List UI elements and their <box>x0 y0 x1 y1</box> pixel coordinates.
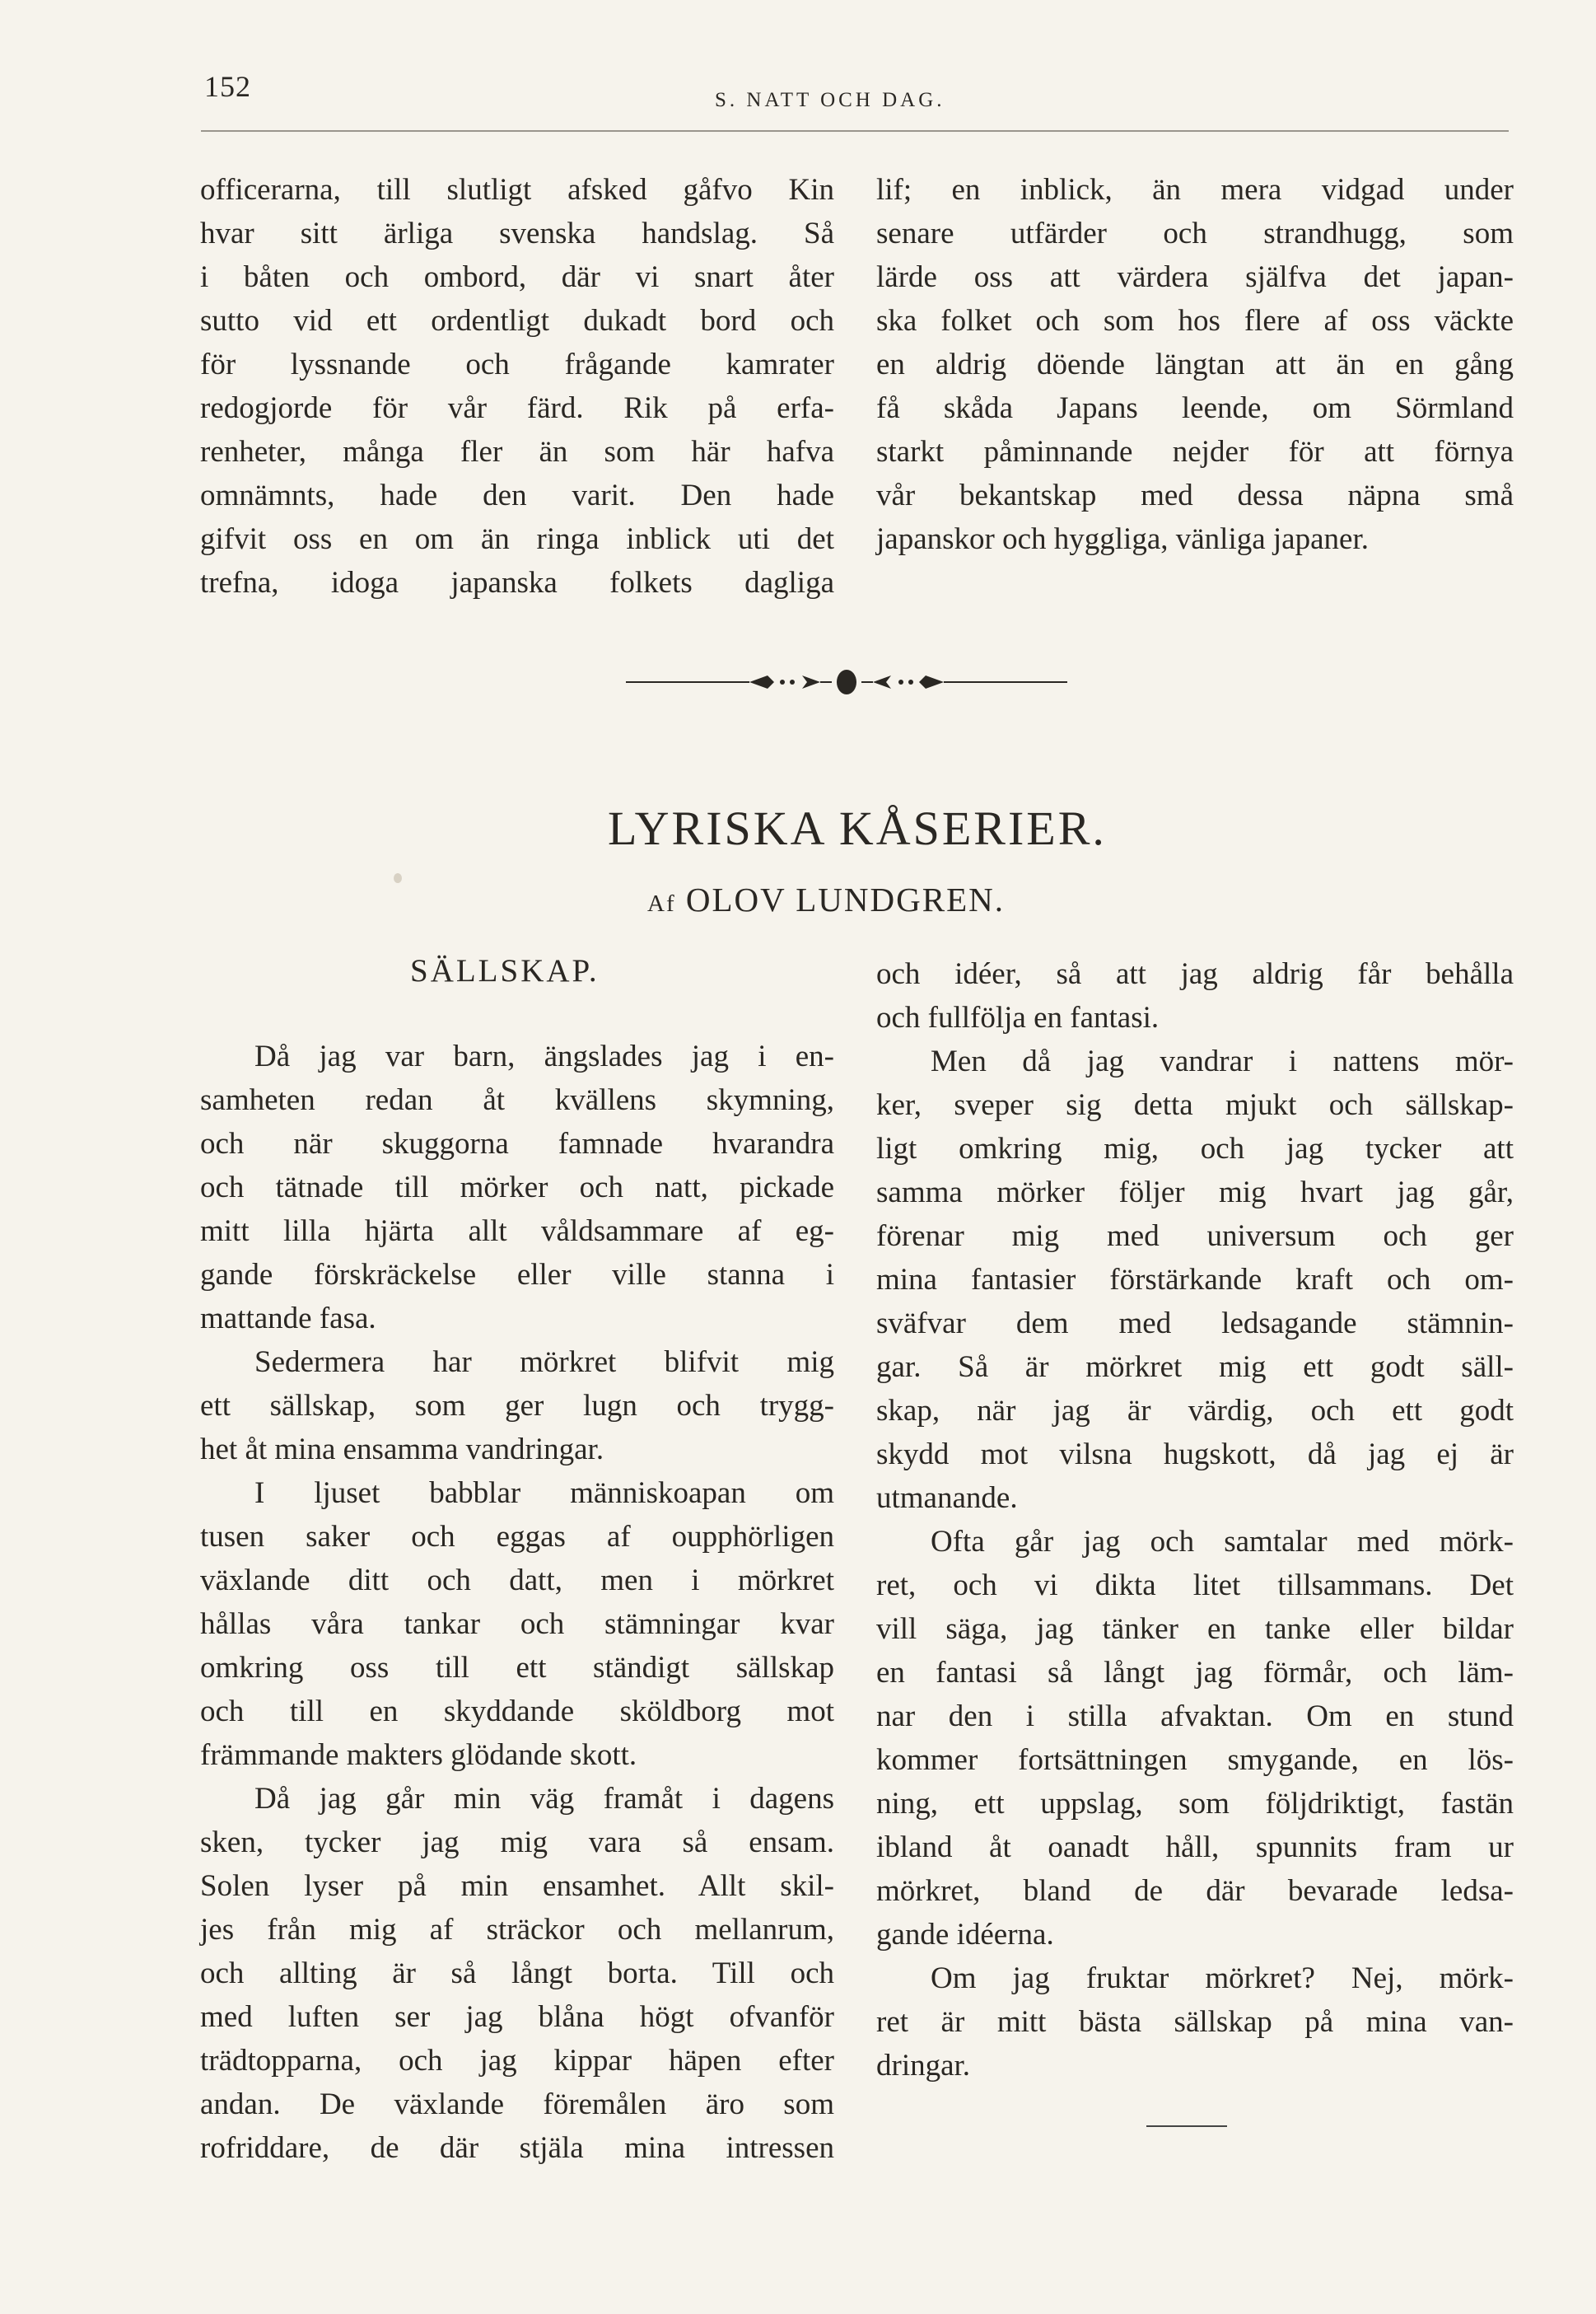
text-line: ning, ett uppslag, som följdriktigt, fastän <box>876 1787 1514 1821</box>
text-line: främmande makters glödande skott. <box>200 1738 637 1772</box>
text-line: Men då jag vandrar i nattens mör- <box>931 1045 1514 1078</box>
text-line: Om jag fruktar mörkret? Nej, mörk- <box>931 1961 1514 1995</box>
text-line: nar den i stilla afvaktan. Om en stund <box>876 1699 1514 1733</box>
text-line: gande idéerna. <box>876 1918 1054 1952</box>
section-heading: SÄLLSKAP. <box>410 953 600 989</box>
text-line: mitt lilla hjärta allt våldsammare af eg- <box>200 1214 834 1248</box>
text-line: starkt påminnande nejder för att förnya <box>876 435 1514 469</box>
text-line: ret är mitt bästa sällskap på mina van- <box>876 2005 1514 2039</box>
text-line: få skåda Japans leende, om Sörmland <box>876 391 1514 425</box>
author-name: OLOV LUNDGREN. <box>685 881 1005 919</box>
text-line: ska folket och som hos flere af oss väckte <box>876 304 1514 338</box>
text-line: gifvit oss en om än ringa inblick uti det <box>200 522 834 556</box>
text-line: het åt mina ensamma vandringar. <box>200 1433 604 1466</box>
header-rule <box>201 130 1509 132</box>
running-head: S. NATT OCH DAG. <box>715 89 945 111</box>
text-line: ret, och vi dikta litet tillsammans. Det <box>876 1568 1514 1602</box>
text-line: utmanande. <box>876 1481 1018 1515</box>
text-line: japanskor och hyggliga, vänliga japaner. <box>876 522 1369 556</box>
text-line: växlande ditt och datt, men i mörkret <box>200 1564 834 1597</box>
text-line: Då jag var barn, ängslades jag i en- <box>254 1040 834 1073</box>
text-line: kommer fortsättningen smygande, en lös- <box>876 1743 1514 1777</box>
page-number: 152 <box>204 70 251 103</box>
text-line: vår bekantskap med dessa näpna små <box>876 479 1514 512</box>
article-title: LYRISKA KÅSERIER. <box>608 802 1107 855</box>
text-line: en fantasi så långt jag förmår, och läm- <box>876 1656 1514 1690</box>
text-line: samheten redan åt kvällens skymning, <box>200 1083 834 1117</box>
text-line: I ljuset babblar människoapan om <box>254 1476 834 1510</box>
text-line: vill säga, jag tänker en tanke eller bildar <box>876 1612 1514 1646</box>
article-left-column <box>200 1035 834 2170</box>
text-line: skap, när jag är värdig, och ett godt <box>876 1394 1514 1428</box>
text-line: i båten och ombord, där vi snart åter <box>200 260 834 294</box>
text-line: Ofta går jag och samtalar med mörk- <box>931 1525 1514 1559</box>
text-line: Sedermera har mörkret blifvit mig <box>254 1345 834 1379</box>
text-line: hvar sitt ärliga svenska handslag. Så <box>200 217 834 250</box>
text-line: mina fantasier förstärkande kraft och om- <box>876 1263 1514 1297</box>
article-right-column <box>876 952 1514 2087</box>
text-line: sväfvar dem med ledsagande stämnin- <box>876 1307 1514 1340</box>
text-line: ett sällskap, som ger lugn och trygg- <box>200 1389 834 1423</box>
text-line: renheter, många fler än som här hafva <box>200 435 834 469</box>
text-line: lärde oss att värdera själfva det japan- <box>876 260 1514 294</box>
text-line: mattande fasa. <box>200 1302 376 1335</box>
paper-speck <box>394 873 402 883</box>
text-line: dringar. <box>876 2049 971 2083</box>
text-line: Då jag går min väg framåt i dagens <box>254 1782 834 1816</box>
text-line: sutto vid ett ordentligt dukadt bord och <box>200 304 834 338</box>
text-line: och fullfölja en fantasi. <box>876 1001 1160 1035</box>
text-line: och allting är så långt borta. Till och <box>200 1956 834 1990</box>
text-line: ibland åt oanadt håll, spunnits fram ur <box>876 1830 1514 1864</box>
text-line: omnämnts, hade den varit. Den hade <box>200 479 834 512</box>
byline-prefix: Af <box>647 891 676 917</box>
text-line: ker, sveper sig detta mjukt och sällskap- <box>876 1088 1514 1122</box>
article-end-rule <box>1146 2125 1227 2127</box>
text-line: trefna, idoga japanska folkets dagliga <box>200 566 834 600</box>
text-line: ligt omkring mig, och jag tycker att <box>876 1132 1514 1166</box>
text-line: gar. Så är mörkret mig ett godt säll- <box>876 1350 1514 1384</box>
text-line: en aldrig döende längtan att än en gång <box>876 348 1514 381</box>
text-line: hållas våra tankar och stämningar kvar <box>200 1607 834 1641</box>
text-line: mörkret, bland de där bevarade ledsa- <box>876 1874 1514 1908</box>
text-line: rofriddare, de där stjäla mina intressen <box>200 2131 834 2165</box>
byline <box>647 880 1005 919</box>
text-line: och tätnade till mörker och natt, pickade <box>200 1171 834 1204</box>
text-line: med luften ser jag blåna högt ofvanför <box>200 2000 834 2034</box>
text-line: och till en skyddande sköldborg mot <box>200 1695 834 1728</box>
ornamental-divider <box>626 664 1067 700</box>
text-line: gande förskräckelse eller ville stanna i <box>200 1258 834 1292</box>
text-line: sken, tycker jag mig vara så ensam. <box>200 1825 834 1859</box>
text-line: redogjorde för vår färd. Rik på erfa- <box>200 391 834 425</box>
text-line: för lyssnande och frågande kamrater <box>200 348 834 381</box>
previous-article-left-column <box>200 168 834 605</box>
text-line: förenar mig med universum och ger <box>876 1219 1514 1253</box>
text-line: samma mörker följer mig hvart jag går, <box>876 1176 1514 1209</box>
text-line: andan. De växlande föremålen äro som <box>200 2087 834 2121</box>
text-line: och idéer, så att jag aldrig får behålla <box>876 957 1514 991</box>
text-line: omkring oss till ett ständigt sällskap <box>200 1651 834 1685</box>
text-line: officerarna, till slutligt afsked gåfvo Kin <box>200 173 834 207</box>
text-line: senare utfärder och strandhugg, som <box>876 217 1514 250</box>
text-line: Solen lyser på min ensamhet. Allt skil- <box>200 1869 834 1903</box>
text-line: jes från mig af sträckor och mellanrum, <box>200 1913 834 1947</box>
text-line: lif; en inblick, än mera vidgad under <box>876 173 1514 207</box>
text-line: och när skuggorna famnade hvarandra <box>200 1127 834 1161</box>
text-line: tusen saker och eggas af oupphörligen <box>200 1520 834 1554</box>
text-line: skydd mot vilsna hugskott, då jag ej är <box>876 1437 1514 1471</box>
previous-article-right-column <box>876 168 1514 561</box>
text-line: trädtopparna, och jag kippar häpen efter <box>200 2044 834 2078</box>
